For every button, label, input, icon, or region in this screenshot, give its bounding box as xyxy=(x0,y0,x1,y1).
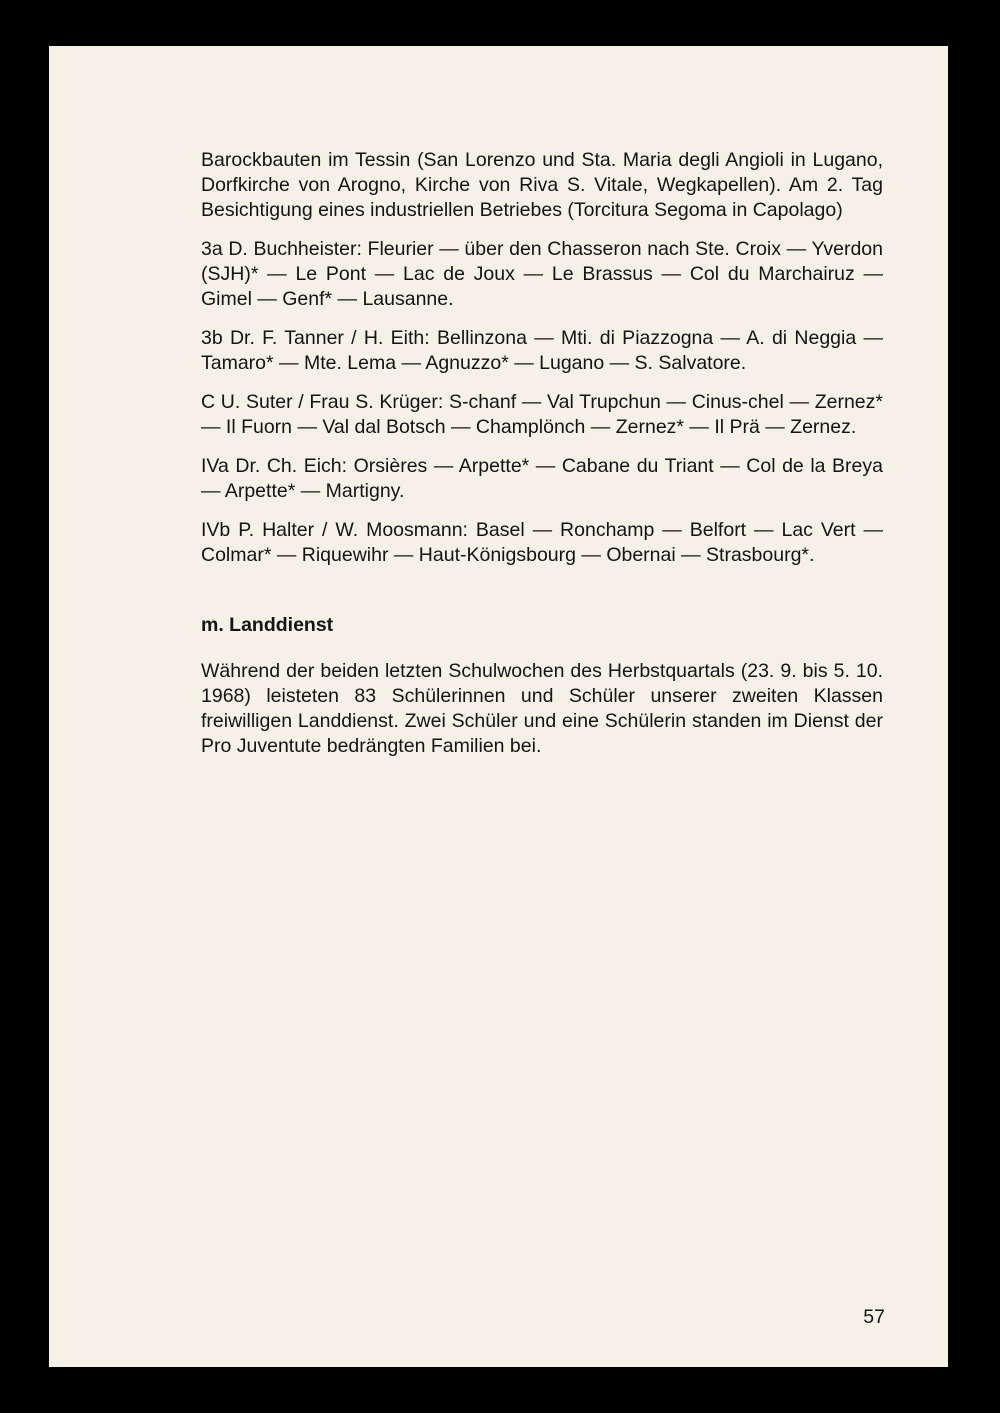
paragraph-c: C U. Suter / Frau S. Krüger: S-chanf — Val Trupchun — Cinus-chel — Zernez* — Il Fuorn — Val dal Botsch — Champlönch — Zernez* — Il Prä — Zernez. xyxy=(201,391,883,438)
page-number: 57 xyxy=(863,1306,885,1328)
paragraph-ivb: IVb P. Halter / W. Moosmann: Basel — Ronchamp — Belfort — Lac Vert — Colmar* — Riquewihr — Haut-Königsbourg — Obernai — Strasbourg*. xyxy=(201,519,883,566)
page-content xyxy=(201,148,883,773)
section-heading: m. Landdienst xyxy=(201,614,334,636)
paragraph-iva: IVa Dr. Ch. Eich: Orsières — Arpette* — Cabane du Triant — Col de la Breya — Arpette* — Martigny. xyxy=(201,455,883,502)
section-body: Während der beiden letzten Schulwochen des Herbstquartals (23. 9. bis 5. 10. 1968) leisteten 83 Schülerinnen und Schüler unserer zweiten Klassen freiwilligen Landdienst. Zwei Schüler und eine Schülerin standen im Dienst der Pro Juventute bedrängten Familien bei. xyxy=(201,660,883,757)
paragraph-3b: 3b Dr. F. Tanner / H. Eith: Bellinzona — Mti. di Piazzogna — A. di Neggia — Tamaro* — Mte. Lema — Agnuzzo* — Lugano — S. Salvatore. xyxy=(201,327,883,374)
paragraph-3a: 3a D. Buchheister: Fleurier — über den Chasseron nach Ste. Croix — Yverdon (SJH)* — Le Pont — Lac de Joux — Le Brassus — Col du Marchairuz — Gimel — Genf* — Lausanne. xyxy=(201,238,883,310)
paragraph-barockbauten: Barockbauten im Tessin (San Lorenzo und Sta. Maria degli Angioli in Lugano, Dorfkirche von Arogno, Kirche von Riva S. Vitale, Wegkapellen). Am 2. Tag Besichtigung eines industriellen Betriebes (Torcitura Segoma in Capolago) xyxy=(201,149,883,221)
document-page xyxy=(49,46,948,1367)
